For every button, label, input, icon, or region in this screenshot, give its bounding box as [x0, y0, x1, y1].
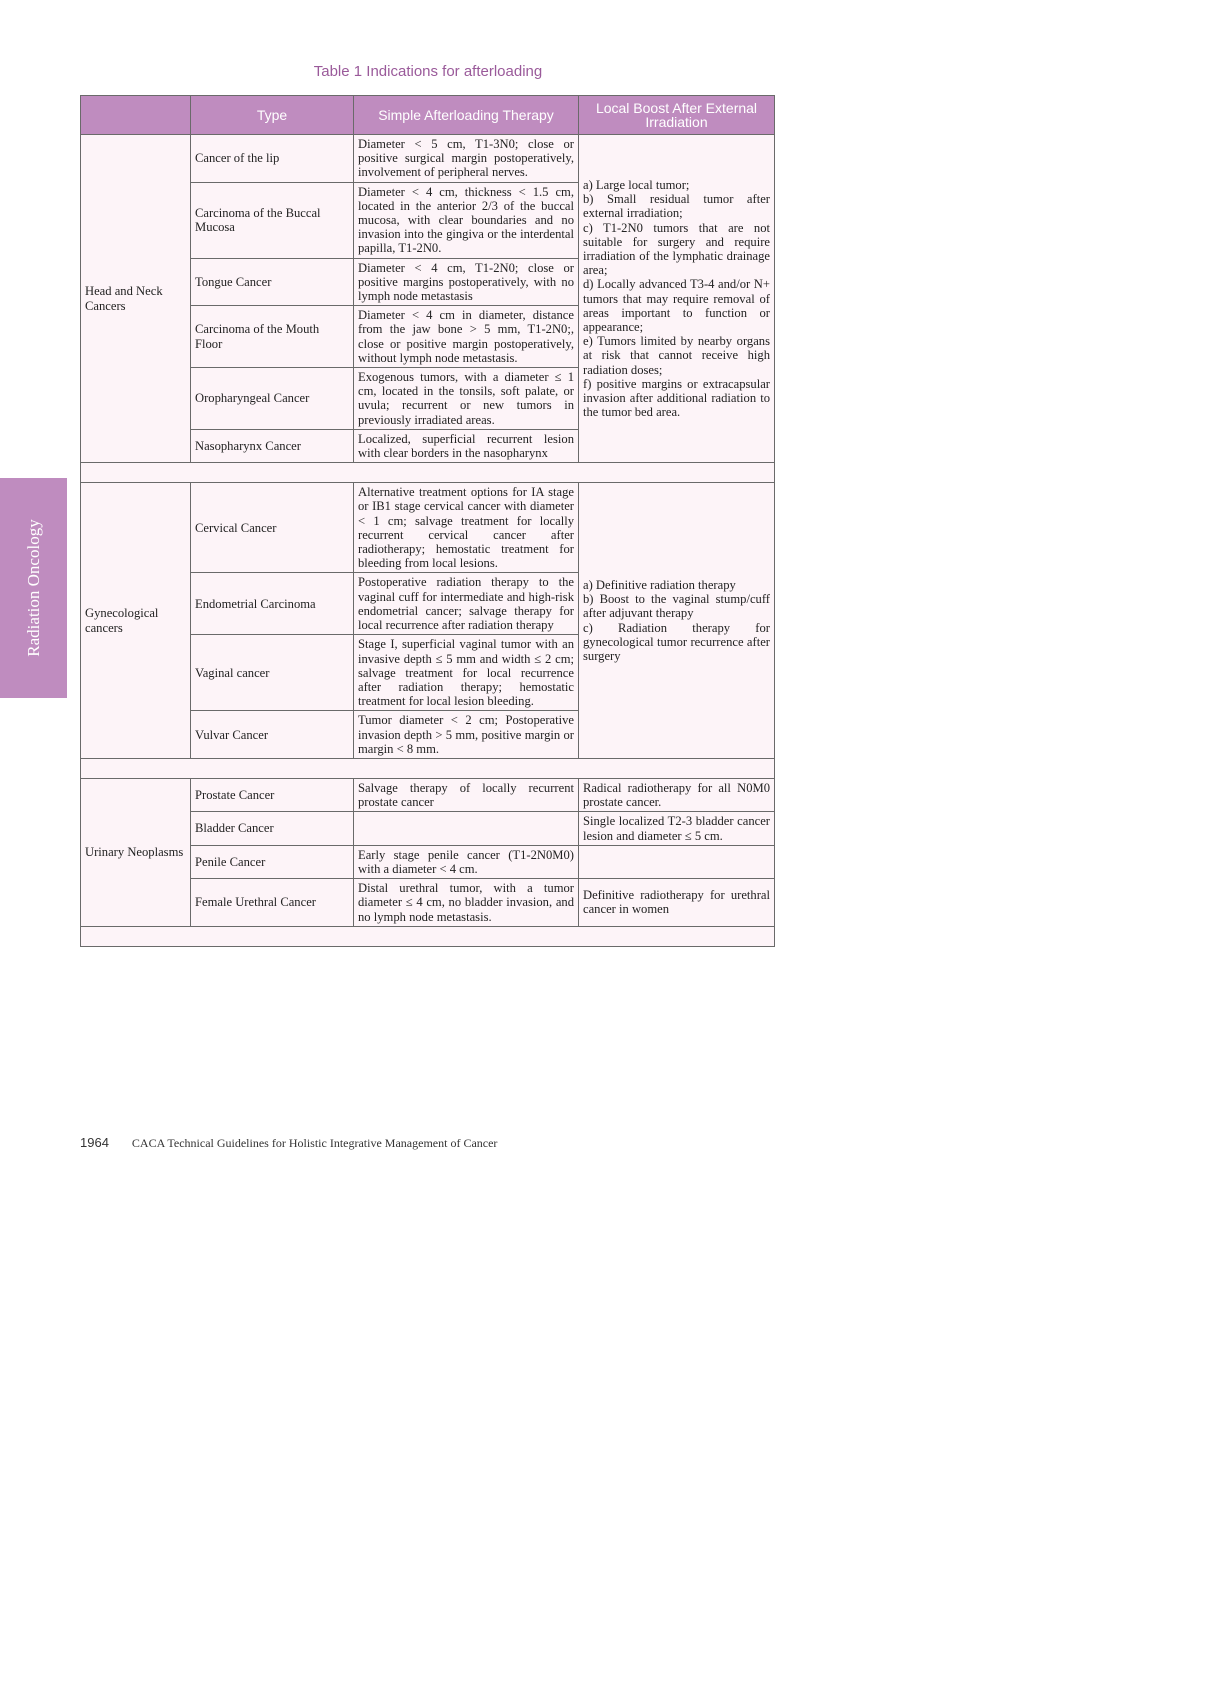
running-title: CACA Technical Guidelines for Holistic Integrative Management of Cancer	[131, 1136, 498, 1150]
simple-cell: Diameter < 5 cm, T1-3N0; close or positive surgical margin postoperatively, involvement of peripheral nerves.	[354, 135, 579, 183]
boost-cell: Radical radiotherapy for all N0M0 prostate cancer.	[579, 778, 775, 811]
table-row	[81, 778, 775, 811]
type-cell: Nasopharynx Cancer	[191, 429, 354, 462]
simple-cell: Tumor diameter < 2 cm; Postoperative invasion depth > 5 mm, positive margin or margin < 8 mm.	[354, 711, 579, 759]
type-cell: Vaginal cancer	[191, 635, 354, 711]
simple-cell	[354, 812, 579, 845]
spacer-row	[81, 463, 775, 483]
spacer-cell	[81, 463, 775, 483]
simple-cell: Localized, superficial recurrent lesion with clear borders in the nasopharynx	[354, 429, 579, 462]
spacer-row	[81, 926, 775, 946]
simple-cell: Salvage therapy of locally recurrent prostate cancer	[354, 778, 579, 811]
page-footer	[80, 1135, 497, 1151]
boost-cell: a) Definitive radiation therapy b) Boost to the vaginal stump/cuff after adjuvant therapy c) Radiation therapy for gynecological tumor recurrence after surgery	[579, 483, 775, 759]
type-cell: Bladder Cancer	[191, 812, 354, 845]
simple-cell: Diameter < 4 cm, thickness < 1.5 cm, located in the anterior 2/3 of the buccal mucosa, with clear boundaries and no invasion into the gingiva or the interdental papilla, T1-2N0.	[354, 182, 579, 258]
simple-cell: Diameter < 4 cm, T1-2N0; close or positive margins postoperatively, with no lymph node metastasis	[354, 258, 579, 306]
boost-cell: Definitive radiotherapy for urethral cancer in women	[579, 879, 775, 927]
type-cell: Female Urethral Cancer	[191, 879, 354, 927]
type-cell: Tongue Cancer	[191, 258, 354, 306]
simple-cell: Distal urethral tumor, with a tumor diameter ≤ 4 cm, no bladder invasion, and no lymph node metastasis.	[354, 879, 579, 927]
spacer-cell	[81, 926, 775, 946]
page-number: 1964	[80, 1135, 109, 1150]
type-cell: Endometrial Carcinoma	[191, 573, 354, 635]
spacer-row	[81, 758, 775, 778]
simple-cell: Stage I, superficial vaginal tumor with an invasive depth ≤ 5 mm and width ≤ 2 cm; salvage treatment for local recurrence after radiation therapy; hemostatic treatment for local lesion bleeding.	[354, 635, 579, 711]
header-cell-category	[81, 96, 191, 135]
header-cell-type: Type	[191, 96, 354, 135]
section-side-tab	[0, 478, 67, 698]
category-cell: Gynecological cancers	[81, 483, 191, 759]
simple-cell: Diameter < 4 cm in diameter, distance from the jaw bone > 5 mm, T1-2N0;, close or positive margin postoperatively, without lymph node metastasis.	[354, 306, 579, 368]
spacer-cell	[81, 758, 775, 778]
type-cell: Cancer of the lip	[191, 135, 354, 183]
simple-cell: Exogenous tumors, with a diameter ≤ 1 cm, located in the tonsils, soft palate, or uvula; recurrent or new tumors in previously irradiated areas.	[354, 368, 579, 430]
table-row	[81, 483, 775, 573]
boost-cell: a) Large local tumor; b) Small residual tumor after external irradiation; c) T1-2N0 tumors that are not suitable for surgery and require irradiation of the lymphatic drainage area; d) Locally advanced T3-4 and/or N+ tumors that may require removal of areas important to function or appearance; e) Tumors limited by nearby organs at risk that cannot receive high radiation doses; f) positive margins or extracapsular invasion after additional radiation to the tumor bed area.	[579, 135, 775, 463]
category-cell: Urinary Neoplasms	[81, 778, 191, 926]
simple-cell: Alternative treatment options for IA stage or IB1 stage cervical cancer with diameter < 1 cm; salvage treatment for locally recurrent cervical cancer after radiotherapy; hemostatic treatment for bleeding from local lesions.	[354, 483, 579, 573]
simple-cell: Early stage penile cancer (T1-2N0M0) with a diameter < 4 cm.	[354, 845, 579, 878]
header-cell-boost: Local Boost After External Irradiation	[579, 96, 775, 135]
type-cell: Carcinoma of the Mouth Floor	[191, 306, 354, 368]
indications-table	[80, 95, 775, 947]
type-cell: Oropharyngeal Cancer	[191, 368, 354, 430]
boost-cell: Single localized T2-3 bladder cancer lesion and diameter ≤ 5 cm.	[579, 812, 775, 845]
table-caption: Table 1 Indications for afterloading	[313, 63, 543, 80]
simple-cell: Postoperative radiation therapy to the vaginal cuff for intermediate and high-risk endometrial cancer; salvage therapy for local recurrence after radiation therapy	[354, 573, 579, 635]
type-cell: Penile Cancer	[191, 845, 354, 878]
section-side-tab-label: Radiation Oncology	[23, 519, 43, 657]
table-row	[81, 135, 775, 183]
boost-cell	[579, 845, 775, 878]
category-cell: Head and Neck Cancers	[81, 135, 191, 463]
type-cell: Prostate Cancer	[191, 778, 354, 811]
table-header-row	[81, 96, 775, 135]
type-cell: Cervical Cancer	[191, 483, 354, 573]
type-cell: Carcinoma of the Buccal Mucosa	[191, 182, 354, 258]
type-cell: Vulvar Cancer	[191, 711, 354, 759]
header-cell-simple: Simple Afterloading Therapy	[354, 96, 579, 135]
